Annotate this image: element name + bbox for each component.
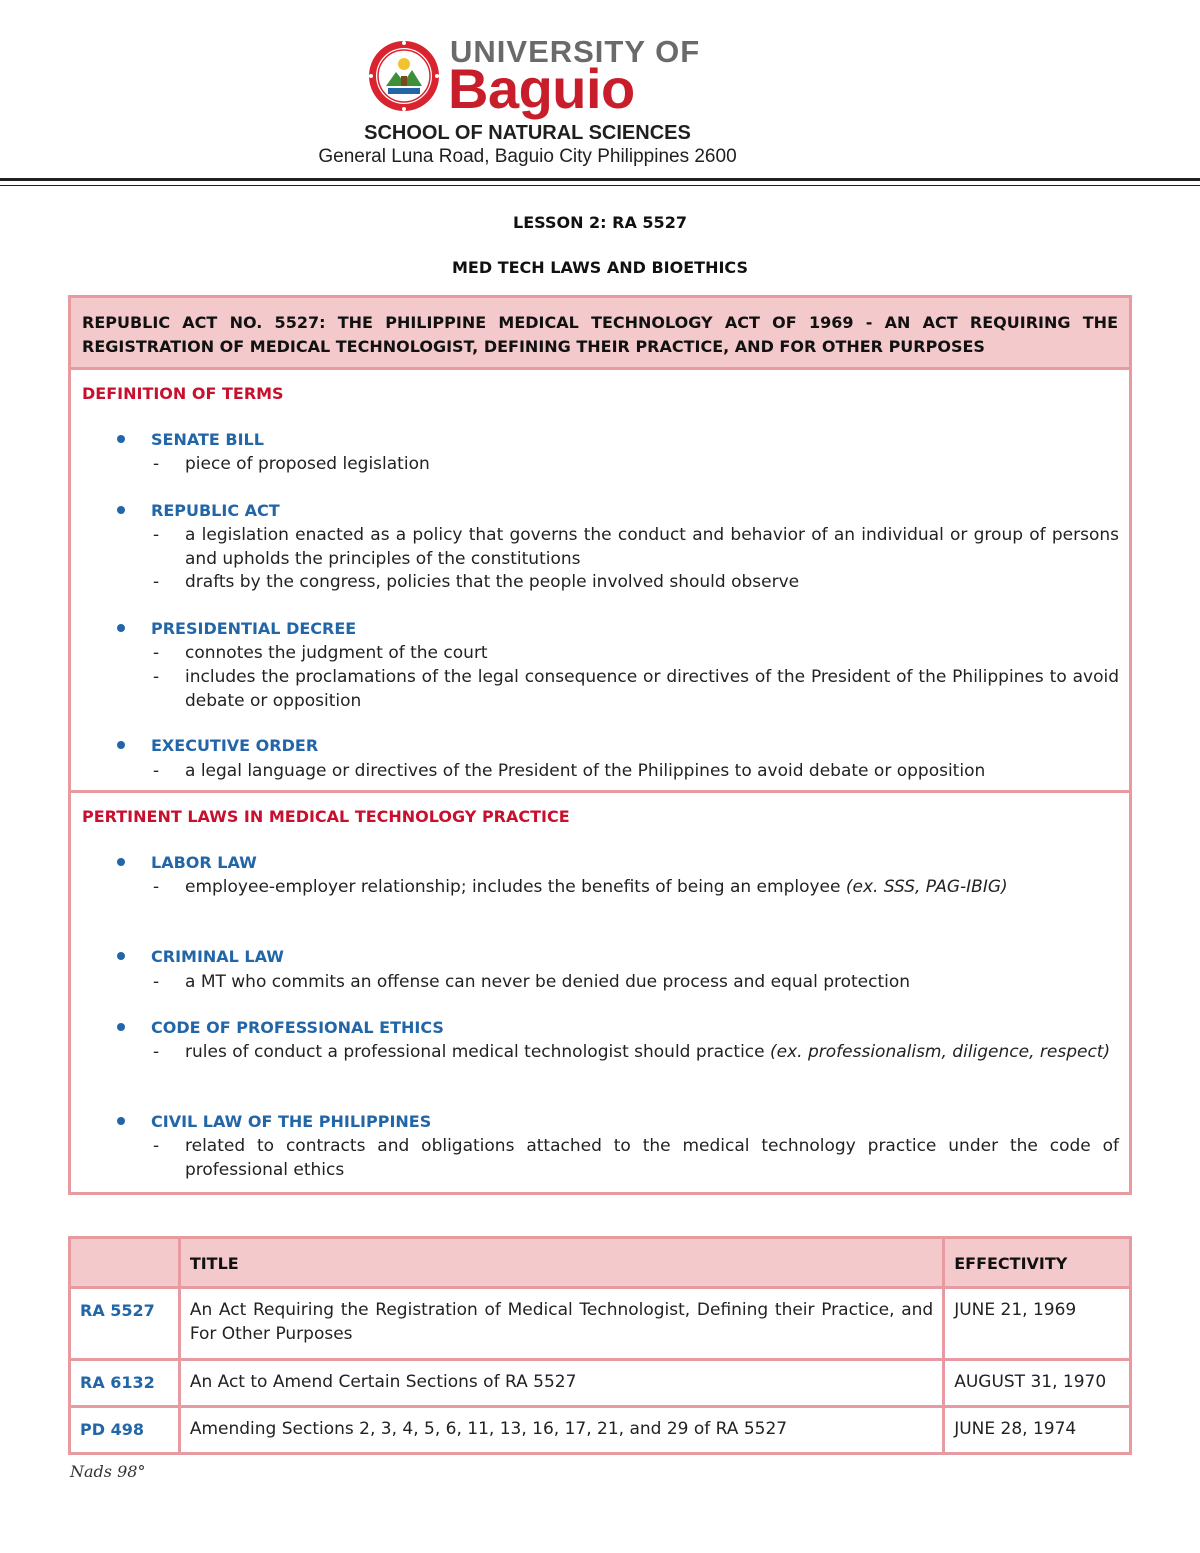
term-item: - drafts by the congress, policies that the people involved should observe	[153, 572, 800, 592]
law-effectivity: JUNE 21, 1969	[944, 1288, 1131, 1360]
term-heading: EXECUTIVE ORDER	[117, 736, 318, 755]
table-header-row	[70, 1238, 1131, 1288]
example-note: (ex. SSS, PAG-IBIG)	[845, 877, 1008, 897]
term-item: - a MT who commits an offense can never be denied due process and equal protection	[153, 972, 911, 992]
law-title: An Act to Amend Certain Sections of RA 5527	[179, 1360, 943, 1407]
definitions-title: DEFINITION OF TERMS	[82, 384, 284, 403]
bullet-icon	[117, 624, 125, 632]
term-item: - employee-employer relationship; includes the benefits of being an employee (ex. SSS, PAG-IBIG)	[153, 877, 1008, 897]
box-header: REPUBLIC ACT NO. 5527: THE PHILIPPINE MEDICAL TECHNOLOGY ACT OF 1969 - AN ACT REQUIRING THE REGISTRATION OF MEDICAL TECHNOLOGIST, DEFINING THEIR PRACTICE, AND FOR OTHER PURPOSES	[71, 298, 1129, 370]
header-divider	[0, 178, 1200, 181]
university-name-main: Baguio	[448, 57, 635, 120]
term-item: - a legislation enacted as a policy that governs the conduct and behavior of an individual or group of persons and upholds the principles of the constitutions	[153, 525, 1119, 569]
term-item: - connotes the judgment of the court	[153, 643, 488, 663]
column-header: EFFECTIVITY	[944, 1238, 1131, 1288]
bullet-icon	[117, 858, 125, 866]
bullet-icon	[117, 435, 125, 443]
table-row	[70, 1407, 1131, 1454]
ra5527-box	[68, 295, 1132, 1195]
example-note: (ex. professionalism, diligence, respect)	[770, 1042, 1111, 1062]
term-heading: LABOR LAW	[117, 853, 257, 872]
header-divider-thin	[0, 185, 1200, 186]
definitions-section	[71, 370, 1129, 793]
law-effectivity: JUNE 28, 1974	[944, 1407, 1131, 1454]
bullet-icon	[117, 1117, 125, 1125]
table-row	[70, 1288, 1131, 1360]
pertinent-laws-section	[71, 793, 1129, 1192]
law-title: An Act Requiring the Registration of Medical Technologist, Defining their Practice, and For Other Purposes	[179, 1288, 943, 1360]
term-heading: SENATE BILL	[117, 430, 264, 449]
law-title: Amending Sections 2, 3, 4, 5, 6, 11, 13, 16, 17, 21, and 29 of RA 5527	[179, 1407, 943, 1454]
law-code: RA 5527	[70, 1288, 180, 1360]
law-code: PD 498	[70, 1407, 180, 1454]
subject-title: MED TECH LAWS AND BIOETHICS	[452, 258, 748, 277]
term-item: - includes the proclamations of the legal consequence or directives of the President of the Philippines to avoid debate or opposition	[153, 667, 1119, 711]
term-heading: CRIMINAL LAW	[117, 947, 284, 966]
pertinent-laws-title: PERTINENT LAWS IN MEDICAL TECHNOLOGY PRACTICE	[82, 807, 570, 826]
bullet-icon	[117, 506, 125, 514]
term-item: - piece of proposed legislation	[153, 454, 430, 474]
bullet-icon	[117, 1023, 125, 1031]
school-name: SCHOOL OF NATURAL SCIENCES	[364, 122, 691, 144]
law-effectivity: AUGUST 31, 1970	[944, 1360, 1131, 1407]
column-header	[70, 1238, 180, 1288]
bullet-icon	[117, 741, 125, 749]
term-heading: CIVIL LAW OF THE PHILIPPINES	[117, 1112, 431, 1131]
law-code: RA 6132	[70, 1360, 180, 1407]
term-heading: PRESIDENTIAL DECREE	[117, 619, 356, 638]
school-address: General Luna Road, Baguio City Philippines 2600	[318, 146, 737, 167]
bullet-icon	[117, 952, 125, 960]
term-item: - related to contracts and obligations attached to the medical technology practice under the code of professional ethics	[153, 1136, 1119, 1180]
term-heading: CODE OF PROFESSIONAL ETHICS	[117, 1018, 444, 1037]
author-signature: Nads 98°	[70, 1462, 146, 1481]
column-header: TITLE	[179, 1238, 943, 1288]
table-row	[70, 1360, 1131, 1407]
term-item: - rules of conduct a professional medical technologist should practice (ex. professionalism, diligence, respect)	[153, 1042, 1111, 1062]
term-heading: REPUBLIC ACT	[117, 501, 280, 520]
lesson-title: LESSON 2: RA 5527	[513, 213, 687, 232]
term-item: - a legal language or directives of the President of the Philippines to avoid debate or opposition	[153, 761, 986, 781]
university-seal-icon	[368, 40, 440, 112]
university-name-top: UNIVERSITY OF	[450, 34, 701, 69]
laws-table	[68, 1236, 1132, 1455]
